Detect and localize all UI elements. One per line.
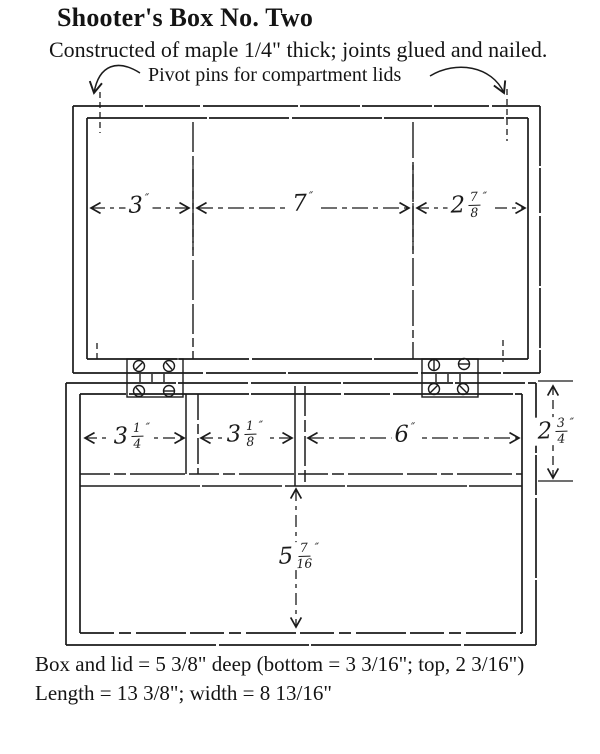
- inch-mark: ″: [145, 420, 151, 435]
- dim-value: 3: [127, 192, 144, 219]
- dim-label-lower-right: [391, 419, 419, 448]
- inch-mark: ″: [482, 189, 488, 204]
- dim-label-depth: [275, 541, 323, 571]
- dim-fraction: $\frac{3}{4}$: [556, 414, 566, 446]
- dim-value: 2: [450, 191, 466, 219]
- dim-fraction: $\frac{1}{4}$: [132, 419, 142, 451]
- dim-value: 6: [393, 421, 410, 448]
- page-title: Shooter's Box No. Two: [57, 3, 314, 32]
- pivot-leader-arrow-left: [94, 65, 140, 93]
- dim-fraction: $\frac{1}{8}$: [245, 417, 255, 449]
- compartment-shelf-lines: [80, 474, 522, 486]
- dim-value: 5: [278, 542, 294, 570]
- inch-mark: ″: [308, 188, 314, 203]
- inch-mark: ″: [569, 415, 575, 430]
- dim-label-lower-mid: [223, 419, 267, 448]
- inch-mark: ″: [410, 419, 416, 434]
- pivot-pins-label: Pivot pins for compartment lids: [148, 64, 402, 86]
- hinge-right-screws: [429, 359, 470, 395]
- dim-value: 3: [226, 420, 242, 448]
- inch-mark: ″: [144, 190, 150, 205]
- top-box-dividers: [193, 122, 413, 359]
- dim-value: 3: [113, 422, 129, 450]
- pivot-pin-dashed-lines: [97, 89, 507, 362]
- dim-label-lower-left: [110, 421, 154, 450]
- dim-fraction: $\frac{7}{8}$: [469, 188, 479, 220]
- dim-fraction: $\frac{7}{16}$: [296, 539, 313, 571]
- footer-depth-note: Box and lid = 5 3/8" deep (bottom = 3 3/16"; top, 2 3/16"): [35, 652, 525, 676]
- dim-label-side-right: [534, 416, 578, 445]
- dim-label-top-right: [447, 190, 491, 219]
- dim-label-top-left: [125, 190, 153, 219]
- footer-size-note: Length = 13 3/8"; width = 8 13/16": [35, 681, 332, 705]
- hinge-right: [422, 359, 478, 398]
- pivot-leader-arrow-right: [430, 67, 504, 93]
- inch-mark: ″: [314, 540, 320, 555]
- inch-mark: ″: [258, 418, 264, 433]
- construction-note: Constructed of maple 1/4" thick; joints glued and nailed.: [49, 37, 548, 62]
- dim-label-top-mid: [289, 188, 317, 217]
- hinge-left: [127, 359, 183, 397]
- top-box-outline: [73, 106, 540, 373]
- dim-value: 7: [291, 190, 308, 217]
- dim-value: 2: [537, 417, 553, 445]
